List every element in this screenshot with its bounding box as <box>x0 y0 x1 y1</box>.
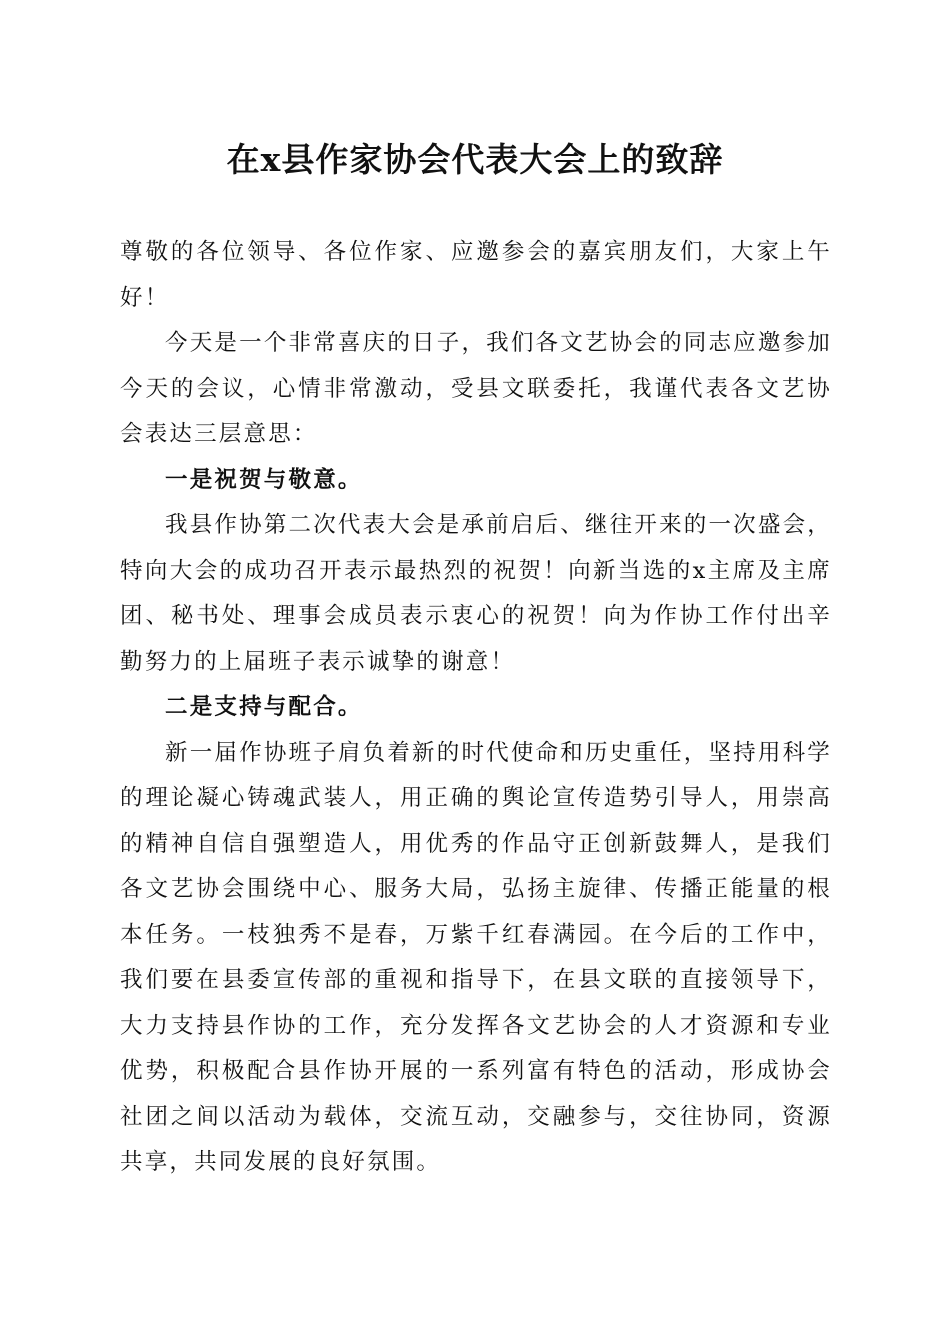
section-heading-congratulations: 一是祝贺与敬意。 <box>165 466 363 493</box>
section-paragraph-congratulations: 我县作协第二次代表大会是承前启后、继往开来的一次盛会，特向大会的成功召开表示最热烈的祝贺！向新当选的x主席及主席团、秘书处、理事会成员表示衷心的祝贺！向为作协工作付出辛勤努力的上届班子表示诚挚的谢意！ <box>120 512 832 675</box>
document-body <box>120 230 832 1186</box>
document-title: 在x县作家协会代表大会上的致辞 <box>226 140 724 179</box>
section-paragraph-support: 新一届作协班子肩负着新的时代使命和历史重任，坚持用科学的理论凝心铸魂武装人，用正确的舆论宣传造势引导人，用崇高的精神自信自强塑造人，用优秀的作品守正创新鼓舞人，是我们各文艺协会围绕中心、服务大局，弘扬主旋律、传播正能量的根本任务。一枝独秀不是春，万紫千红春满园。在今后的工作中，我们要在县委宣传部的重视和指导下，在县文联的直接领导下，大力支持县作协的工作，充分发挥各文艺协会的人才资源和专业优势，积极配合县作协开展的一系列富有特色的活动，形成协会社团之间以活动为载体，交流互动，交融参与，交往协同，资源共享，共同发展的良好氛围。 <box>120 739 832 1175</box>
salutation-paragraph: 尊敬的各位领导、各位作家、应邀参会的嘉宾朋友们，大家上午好！ <box>120 239 832 311</box>
section-heading-support: 二是支持与配合。 <box>165 694 363 720</box>
intro-paragraph: 今天是一个非常喜庆的日子，我们各文艺协会的同志应邀参加今天的会议，心情非常激动，受县文联委托，我谨代表各文艺协会表达三层意思： <box>120 330 832 447</box>
